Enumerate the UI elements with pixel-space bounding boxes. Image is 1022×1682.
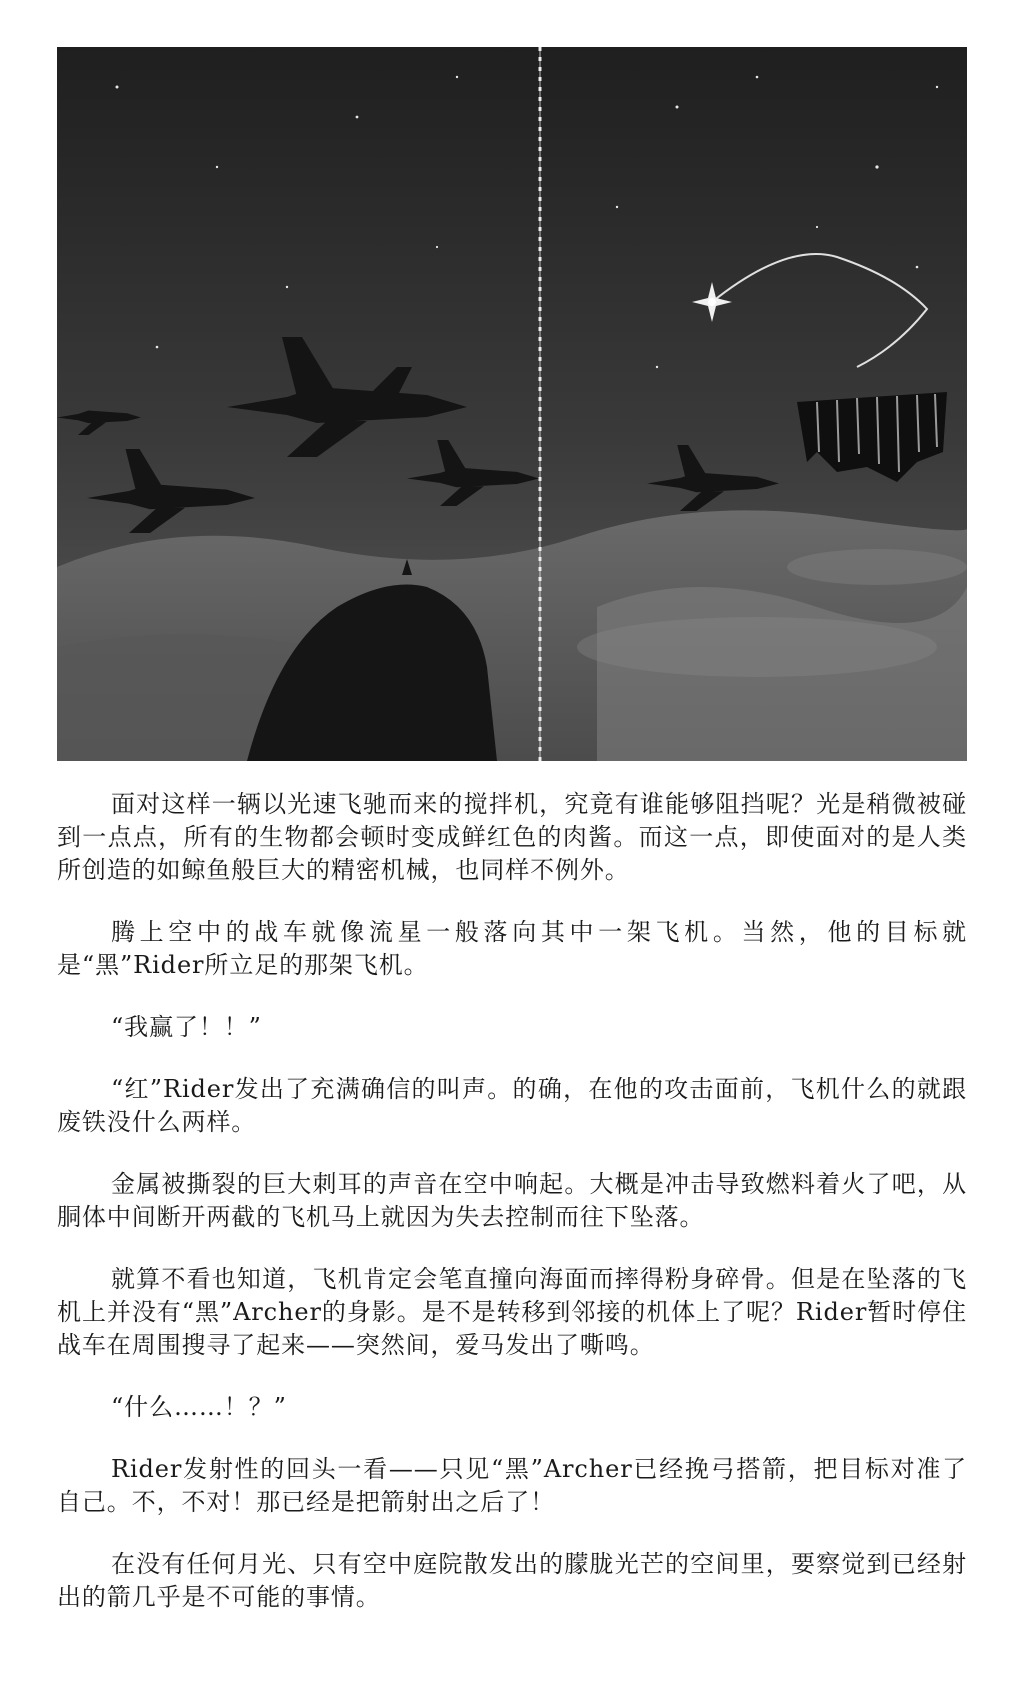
paragraph: 就算不看也知道，飞机肯定会笔直撞向海面而摔得粉身碎骨。但是在坠落的飞机上并没有“黑”Archer的身影。是不是转移到邻接的机体上了呢？Rider暂时停住战车在周围搜寻了起来——突然间，爱马发出了嘶鸣。 bbox=[57, 1265, 967, 1359]
paragraph: “什么……！？” bbox=[111, 1393, 287, 1421]
paragraph: 金属被撕裂的巨大刺耳的声音在空中响起。大概是冲击导致燃料着火了吧，从胴体中间断开两截的飞机马上就因为失去控制而往下坠落。 bbox=[57, 1170, 967, 1231]
paragraph: 面对这样一辆以光速飞驰而来的搅拌机，究竟有谁能够阻挡呢？光是稍微被碰到一点点，所有的生物都会顿时变成鲜红色的肉酱。而这一点，即使面对的是人类所创造的如鲸鱼般巨大的精密机械，也同样不例外。 bbox=[57, 790, 967, 884]
paragraph: “我赢了！！” bbox=[111, 1013, 262, 1041]
body-text bbox=[57, 788, 967, 1643]
paragraph: 腾上空中的战车就像流星一般落向其中一架飞机。当然，他的目标就是“黑”Rider所立足的那架飞机。 bbox=[57, 918, 967, 979]
illustration bbox=[57, 47, 967, 761]
paragraph: Rider发射性的回头一看——只见“黑”Archer已经挽弓搭箭，把目标对准了自己。不，不对！那已经是把箭射出之后了！ bbox=[57, 1455, 967, 1516]
paragraph: “红”Rider发出了充满确信的叫声。的确，在他的攻击面前，飞机什么的就跟废铁没什么两样。 bbox=[57, 1075, 967, 1136]
paragraph: 在没有任何月光、只有空中庭院散发出的朦胧光芒的空间里，要察觉到已经射出的箭几乎是不可能的事情。 bbox=[57, 1550, 967, 1611]
